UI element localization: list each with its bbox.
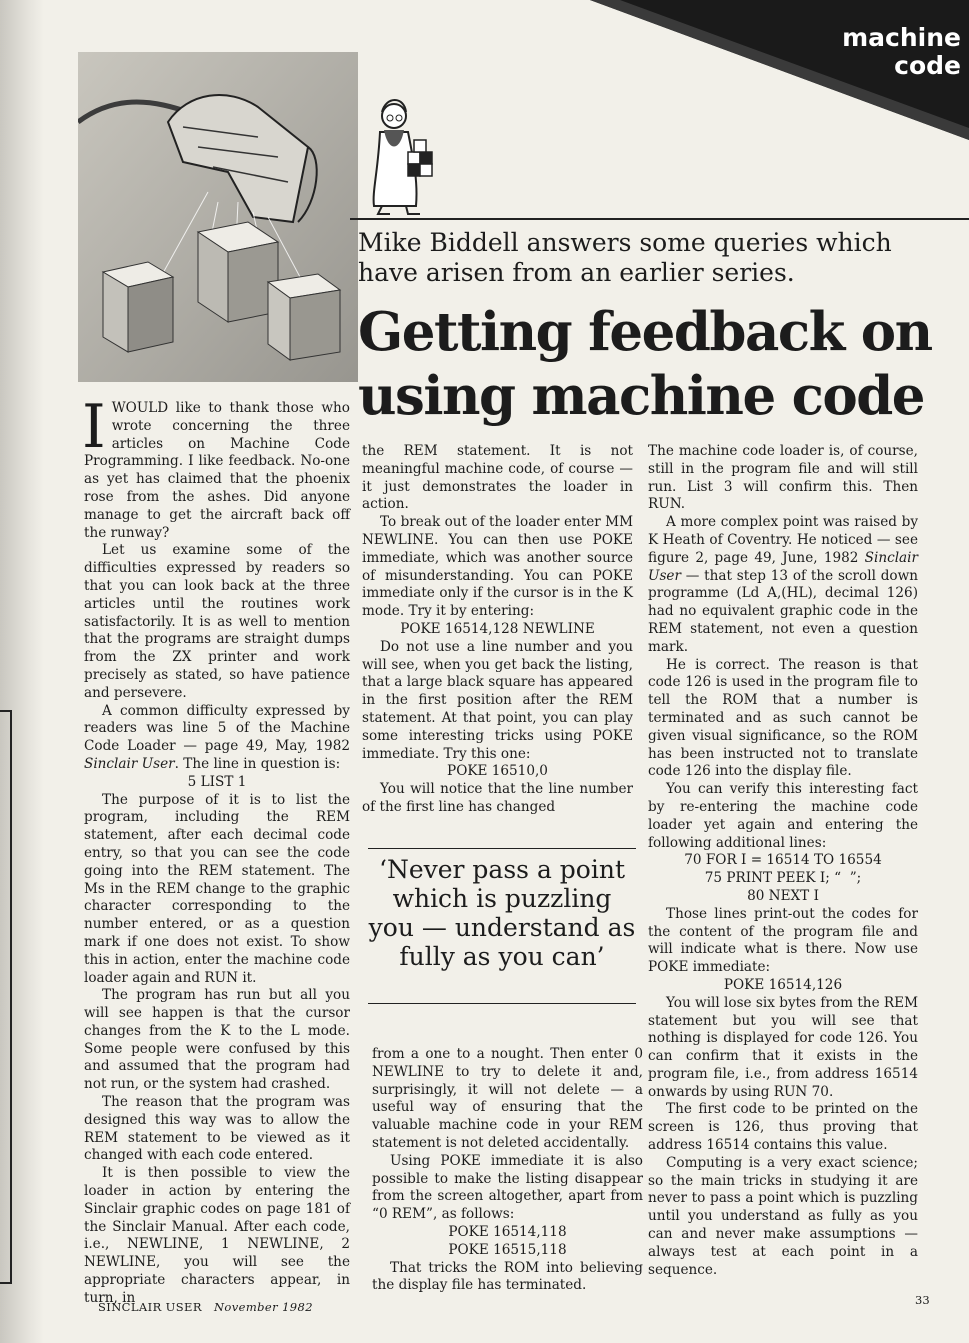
drop-cap: I <box>82 392 106 462</box>
issue-date: November 1982 <box>213 1300 313 1314</box>
paragraph: IWOULD like to thank those who wrote concerning the three articles on Machine Code Programming. I like feedback. No-one as yet has claimed that the phoenix rose from the ashes. Did anyone manage to get the aircraft back off the runway? <box>82 392 350 541</box>
paragraph: He is correct. The reason is that code 126 is used in the program file to tell the ROM that a number is terminated and as such cannot be given visual significance, so the ROM has been instructed not to translate code 126 into the display file. <box>648 656 918 780</box>
paragraph: POKE 16515,118 <box>448 1241 567 1258</box>
paragraph: 80 NEXT I <box>747 887 819 904</box>
paragraph: Using POKE immediate it is also possible to make the listing disappear from the screen altogether, apart from “0 REM”, as follows: <box>372 1152 643 1223</box>
paragraph: You will notice that the line number of the first line has changed <box>362 781 633 815</box>
paragraph: To break out of the loader enter MM NEWLINE. You can then use POKE immediate, which was another source of misunderstanding. You can POKE immediate only if the cursor is in the K mode. Try it by entering: <box>362 514 633 620</box>
paragraph: A more complex point was raised by K Heath of Coventry. He noticed — see figure 2, page 49, June, 1982 Sinclair User — that step 13 of the scroll down programme (Ld A,(HL), decimal 126) had no equivalent graphic code in the REM statement, not even a question mark. <box>648 514 918 655</box>
paragraph: POKE 16510,0 <box>447 763 548 780</box>
section-tag-line: machine <box>842 23 961 52</box>
paragraph: 70 FOR I = 16514 TO 16554 <box>684 852 882 869</box>
paragraph: The machine code loader is, of course, still in the program file and will still run. List 3 will confirm this. Then RUN. <box>648 443 918 513</box>
paragraph: The reason that the program was designed this way was to allow the REM statement to be viewed as it changed with each code entered. <box>84 1094 350 1164</box>
paragraph: POKE 16514,118 <box>448 1223 567 1240</box>
standfirst: Mike Biddell answers some queries which have arisen from an earlier series. <box>358 228 892 287</box>
paragraph: It is then possible to view the loader in action by entering the Sinclair graphic codes on page 181 of the Sinclair Manual. After each code, i.e., NEWLINE, 1 NEWLINE, 2 NEWLINE, you will see the appropriate characters appear, in turn, in <box>84 1165 350 1306</box>
paragraph: POKE 16514,126 <box>723 976 843 993</box>
paragraph: The program has run but all you will see happen is that the cursor changes from the K to the L mode. Some people were confused by this and assumed that the program had not run, or the system had crashed. <box>84 987 350 1093</box>
section-tag <box>842 24 961 80</box>
column-3 <box>648 443 918 1279</box>
paragraph: Let us examine some of the difficulties expressed by readers so that you can look back at the three articles until the routines work satisfactorily. It is as well to mention that the programs are straight dumps from the ZX printer and work precisely as stated, so have patience and persevere. <box>84 542 350 701</box>
magazine-name: SINCLAIR USER <box>98 1300 202 1314</box>
column-2-top <box>362 443 633 817</box>
paragraph: A common difficulty expressed by readers was line 5 of the Machine Code Loader — page 49, May, 1982 Sinclair User. The line in question is: <box>84 702 350 772</box>
column-2-bottom <box>372 1046 643 1295</box>
paragraph: from a one to a nought. Then enter 0 NEWLINE to try to delete it and, surprisingly, it will not delete — a useful way of ensuring that the valuable machine code in your REM statement is not deleted accidentally. <box>372 1046 643 1151</box>
paragraph: The purpose of it is to list the program, including the REM statement, after each decimal code entry, so that you can see the code going into the REM statement. The Ms in the REM change to the graphic character corresponding to the number entered, or as a question mark if one does not exist. To show this in action, enter the machine code loader again and RUN it. <box>84 791 350 986</box>
paragraph: You can verify this interesting fact by re-entering the machine code loader yet again and entering the following additional lines: <box>648 781 918 851</box>
header-rule <box>350 218 969 220</box>
paragraph: 5 LIST 1 <box>187 773 247 790</box>
paragraph: POKE 16514,128 NEWLINE <box>400 620 595 637</box>
footer <box>98 1300 313 1314</box>
column-1 <box>82 392 350 1308</box>
paragraph: You will lose six bytes from the REM statement but you will see that nothing is displayed for code 126. You can confirm that it exists in the program file, i.e., from address 16514 onwards by using RUN 70. <box>648 994 919 1100</box>
paragraph: Computing is a very exact science; so the main tricks in studying it are never to pass a point which is puzzling until you understand as fully as you can and never make assumptions — always test at each point in a sequence. <box>648 1154 918 1278</box>
paragraph: That tricks the ROM into believing the display file has terminated. <box>372 1259 643 1294</box>
paragraph: the REM statement. It is not meaningful machine code, of course — it just demonstrates the loader in action. <box>362 443 633 513</box>
adjacent-page-box <box>0 710 12 1284</box>
section-tag-line: code <box>894 51 961 80</box>
robot-hand-illustration <box>78 52 358 382</box>
page-number: 33 <box>915 1293 930 1307</box>
headline: Getting feedback on using machine code <box>358 301 932 427</box>
paragraph: The first code to be printed on the screen is 126, thus proving that address 16514 contains this value. <box>648 1101 918 1154</box>
pull-quote: ‘Never pass a point which is puzzling you — understand as fully as you can’ <box>368 848 636 1004</box>
paragraph: 75 PRINT PEEK I; “ ”; <box>704 870 862 887</box>
professor-icon <box>360 92 440 216</box>
paragraph: Do not use a line number and you will see, when you get back the listing, that a large black square has appeared in the first position after the REM statement. At that point, you can play some interesting tricks using POKE immediate. Try this one: <box>362 638 633 762</box>
paragraph: Those lines print-out the codes for the content of the program file and will indicate what is there. Now use POKE immediate: <box>648 905 918 976</box>
